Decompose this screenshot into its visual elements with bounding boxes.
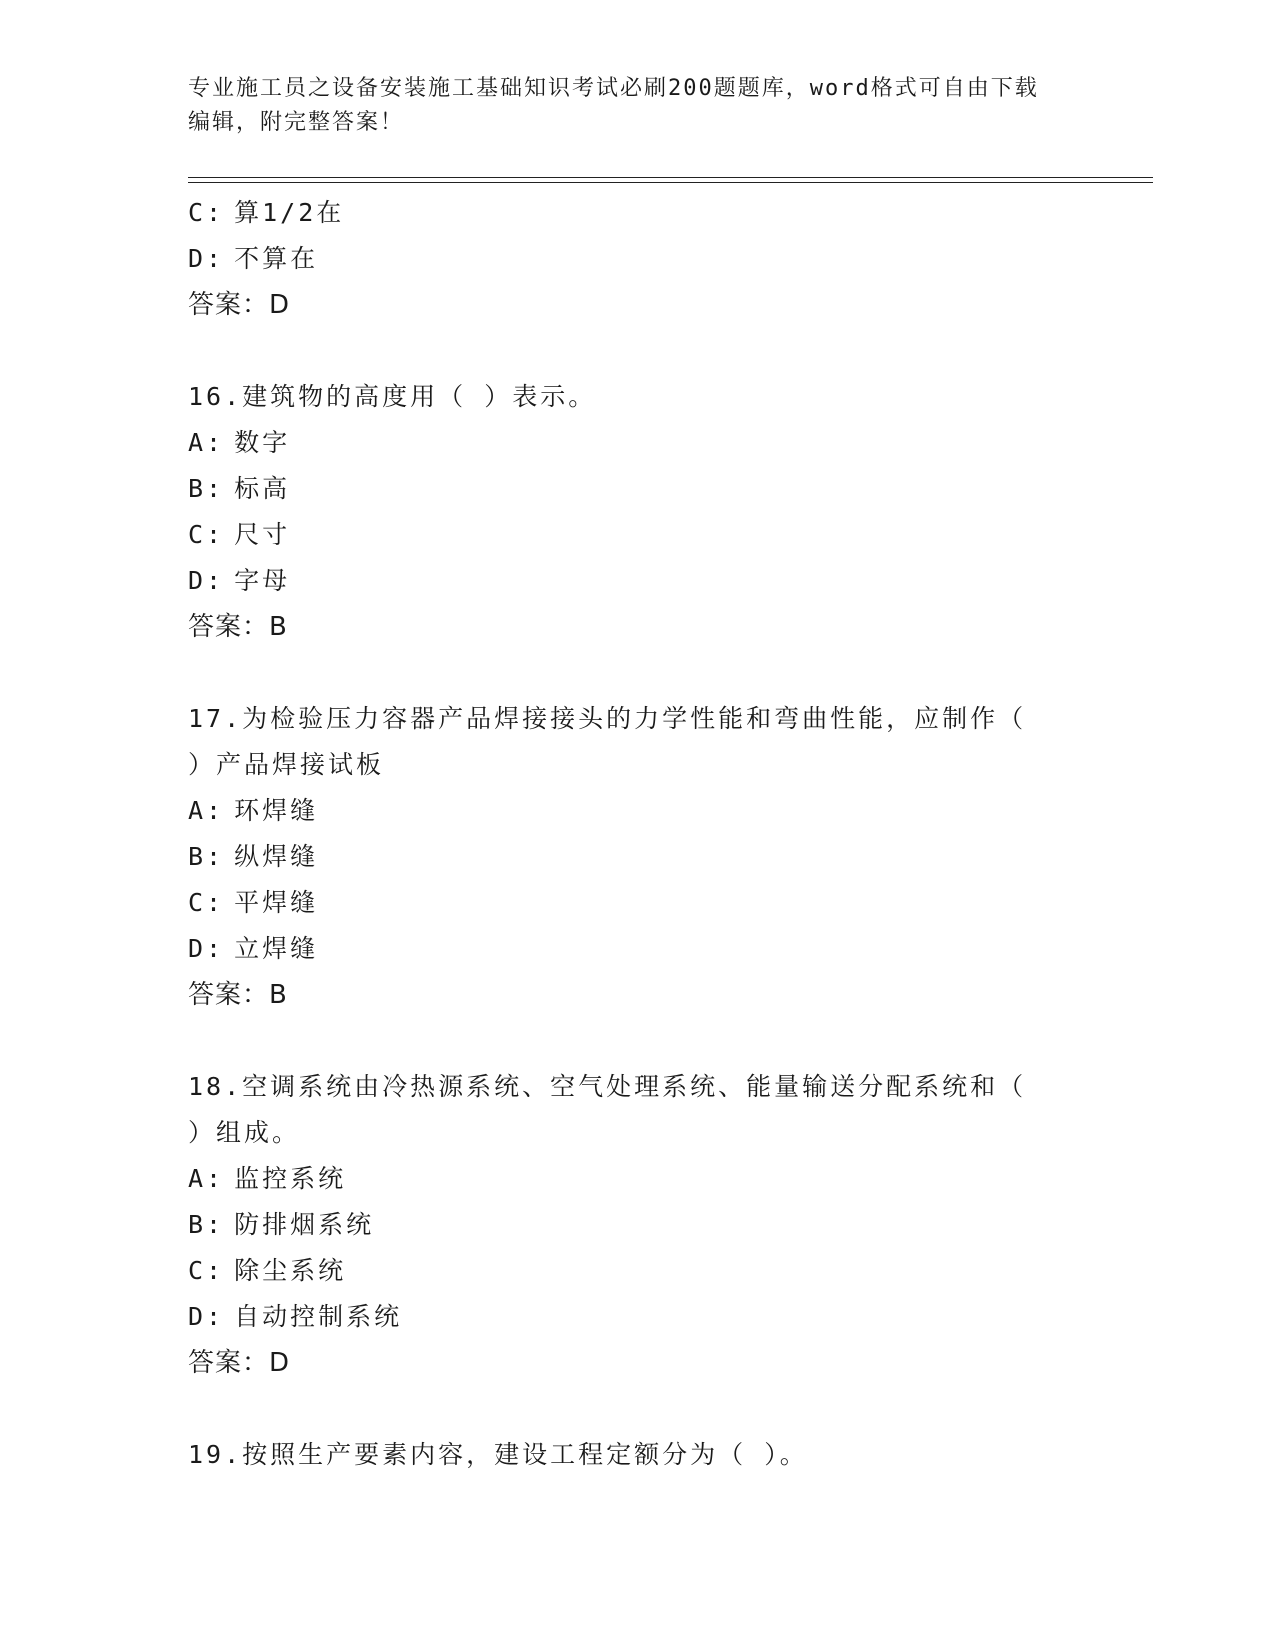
option-text: 不算在	[234, 244, 319, 273]
option-c	[188, 1248, 1088, 1294]
option-label: A:	[188, 1164, 225, 1193]
question-stem	[188, 1064, 1048, 1156]
option-c	[188, 880, 1088, 926]
answer-line: 答案：D	[188, 1348, 291, 1378]
option-text: 除尘系统	[234, 1256, 347, 1285]
question-stem-line: ）产品焊接试板	[188, 750, 385, 779]
option-a	[188, 420, 1088, 466]
option-text: 自动控制系统	[234, 1302, 403, 1331]
option-d	[188, 926, 1088, 972]
question-content	[188, 190, 1088, 1478]
option-label: A:	[188, 428, 225, 457]
question-stem	[188, 696, 1048, 788]
spacer	[188, 1018, 1088, 1064]
header-rule-bottom	[188, 182, 1153, 183]
option-d	[188, 1294, 1088, 1340]
option-label: B:	[188, 1210, 225, 1239]
answer-line: 答案：B	[188, 612, 288, 642]
answer-line: 答案：D	[188, 290, 291, 320]
option-label: D:	[188, 1302, 225, 1331]
option-b	[188, 834, 1088, 880]
option-c	[188, 512, 1088, 558]
option-label: D:	[188, 566, 225, 595]
option-label: D:	[188, 244, 225, 273]
option-text: 监控系统	[234, 1164, 347, 1193]
option-text: 防排烟系统	[234, 1210, 375, 1239]
question-stem-line: 19.按照生产要素内容，建设工程定额分为（ ）。	[188, 1440, 808, 1469]
question-stem	[188, 1432, 1048, 1478]
option-text: 纵焊缝	[234, 842, 319, 871]
option-a	[188, 1156, 1088, 1202]
option-label: C:	[188, 198, 225, 227]
option-label: D:	[188, 934, 225, 963]
option-b	[188, 466, 1088, 512]
option-text: 立焊缝	[234, 934, 319, 963]
document-header	[188, 72, 1088, 140]
option-label: B:	[188, 474, 225, 503]
question-stem-line: 16.建筑物的高度用（ ）表示。	[188, 382, 597, 411]
option-label: C:	[188, 888, 225, 917]
option-label: A:	[188, 796, 225, 825]
option-label: C:	[188, 520, 225, 549]
header-line-2: 编辑，附完整答案！	[188, 110, 405, 135]
option-text: 尺寸	[234, 520, 291, 549]
question-stem	[188, 374, 1048, 420]
option-text: 字母	[234, 566, 291, 595]
option-b	[188, 1202, 1088, 1248]
question-stem-line: ）组成。	[188, 1118, 301, 1147]
option-text: 数字	[234, 428, 291, 457]
spacer	[188, 1386, 1088, 1432]
question-stem-line: 18.空调系统由冷热源系统、空气处理系统、能量输送分配系统和（	[188, 1072, 1027, 1101]
spacer	[188, 328, 1088, 374]
answer-line: 答案：B	[188, 980, 288, 1010]
question-stem-line: 17.为检验压力容器产品焊接接头的力学性能和弯曲性能，应制作（	[188, 704, 1027, 733]
option-text: 标高	[234, 474, 291, 503]
option-d	[188, 236, 1088, 282]
option-label: C:	[188, 1256, 225, 1285]
option-d	[188, 558, 1088, 604]
header-line-1: 专业施工员之设备安装施工基础知识考试必刷200题题库，word格式可自由下载	[188, 76, 1039, 101]
header-rule-top	[188, 177, 1153, 178]
option-text: 算1/2在	[234, 198, 345, 227]
option-a	[188, 788, 1088, 834]
option-text: 平焊缝	[234, 888, 319, 917]
option-c	[188, 190, 1088, 236]
spacer	[188, 650, 1088, 696]
option-label: B:	[188, 842, 225, 871]
option-text: 环焊缝	[234, 796, 319, 825]
